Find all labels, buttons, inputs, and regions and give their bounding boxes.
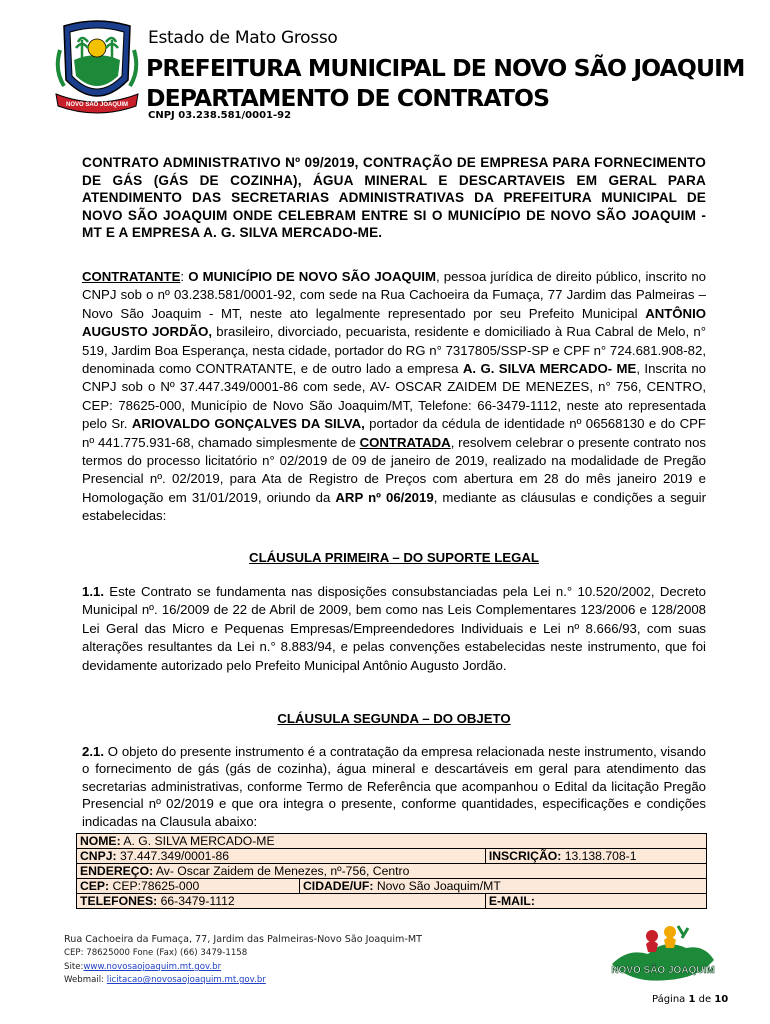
- contratada-label: CONTRATADA: [359, 434, 451, 450]
- inscricao-cell: [485, 849, 706, 864]
- footer-webmail-label: Webmail:: [64, 975, 107, 985]
- contratante-label: CONTRATANTE: [82, 269, 181, 284]
- representante-name: ARIOVALDO GONÇALVES DA SILVA,: [131, 416, 365, 432]
- email-cell: [485, 894, 706, 909]
- table-row: [77, 834, 707, 849]
- table-row: [77, 879, 707, 894]
- cep-value: CEP:78625-000: [112, 879, 200, 893]
- page-number: [652, 994, 728, 1005]
- footer-cep-fone: CEP: 78625000 Fone (Fax) (66) 3479-1158: [64, 948, 248, 958]
- table-row: [77, 864, 707, 879]
- nome-cell: [77, 834, 707, 849]
- clausula-primeira-heading: CLÁUSULA PRIMEIRA – DO SUPORTE LEGAL: [249, 550, 539, 565]
- telefones-value: 66-3479-1112: [160, 894, 235, 908]
- contratante-sep: :: [180, 269, 189, 284]
- page-label: Página: [652, 994, 689, 1005]
- inscricao-label: INSCRIÇÃO:: [488, 849, 562, 863]
- logo-text: NOVO SÃO JOAQUIM: [611, 965, 715, 976]
- prefeito-name: ANTÔNIO AUGUSTO JORDÃO,: [82, 305, 706, 340]
- empresa-name: A. G. SILVA MERCADO- ME: [462, 361, 637, 377]
- header-prefeitura: PREFEITURA MUNICIPAL DE NOVO SÃO JOAQUIM: [146, 54, 745, 82]
- telefones-label: TELEFONES:: [80, 894, 158, 908]
- cidade-cell: [300, 879, 707, 894]
- footer-site: [64, 962, 221, 972]
- crest-banner-text: NOVO SÃO JOAQUIM: [65, 102, 129, 108]
- cidade-label: CIDADE/UF:: [303, 879, 374, 893]
- header-state: Estado de Mato Grosso: [148, 28, 338, 48]
- clausula-1-1-number: 1.1.: [82, 584, 104, 599]
- clausula-2-1-text: O objeto do presente instrumento é a contratação da empresa relacionada neste instrumento, visando o fornecimento de gás (gás de cozinha), água mineral e descartáveis em geral para atendimento das secretarias administrativas, conforme Termo de Referência que acompanhou o Edital da licitação Pregão Presencial nº 02/2019 e que ora integra o presente, conforme quantidades, especificações e condições indicadas na Clausula abaixo:: [82, 744, 706, 829]
- contratante-text-3: , Inscrita no CNPJ sob o Nº 37.447.349/0001-86 com sede, AV- OSCAR ZAIDEM DE MENEZES, n° 756, CENTRO, CEP: 78625-000, Município de Novo São Joaquim/MT, Telefone: 66-3479-1112, neste ato representada pelo Sr.: [82, 361, 706, 432]
- novo-sao-joaquim-logo-icon: [608, 918, 718, 990]
- municipal-crest-icon: [54, 20, 140, 120]
- cep-label: CEP:: [80, 879, 110, 893]
- cnpj-cell: [77, 849, 486, 864]
- contratante-paragraph: [82, 268, 706, 526]
- empresa-info-table: [76, 833, 707, 909]
- header-cnpj: CNPJ 03.238.581/0001-92: [148, 110, 292, 121]
- footer-site-label: Site:: [64, 962, 84, 972]
- webmail-link[interactable]: licitacao@novosaojoaquim.mt.gov.br: [106, 975, 266, 985]
- contratante-text-1: , pessoa jurídica de direito público, inscrito no CNPJ sob o nº 03.238.581/0001-92, com sede na Rua Cachoeira da Fumaça, 77 Jardim das Palmeiras – Novo São Joaquim - MT, neste ato legalmente representado por seu Prefeito Municipal: [82, 269, 707, 321]
- telefones-cell: [77, 894, 486, 909]
- endereco-value: Av- Oscar Zaidem de Menezes, nº-756, Centro: [155, 864, 410, 878]
- contratante-text-4: portador da cédula de identidade nº 06568130 e do CPF nº 441.775.931-68, chamado simplesmente de: [82, 416, 706, 450]
- contratante-text-5: , resolvem celebrar o presente contrato nos termos do processo licitatório n° 02/2019 de 09 de janeiro de 2019, realizado na modalidade de Pregão Presencial nº. 02/2019, para Ata de Registro de Preços com abertura em 28 do mês janeiro 2019 e Homologação em 31/01/2019, oriundo da: [82, 434, 706, 505]
- page-current: 1: [688, 994, 696, 1005]
- page-of: de: [695, 994, 715, 1005]
- clausula-2-1-paragraph: [82, 743, 706, 830]
- footer-webmail: [64, 975, 266, 985]
- cidade-value: Novo São Joaquim/MT: [376, 879, 501, 893]
- contratante-text-2: brasileiro, divorciado, pecuarista, residente e domiciliado à Rua Cabral de Melo, n° 519, Jardim Boa Esperança, nesta cidade, portador do RG n° 7317805/SSP-SP e CPF n° 724.681.908-82, denominada como CONTRATANTE, e de outro lado a empresa: [82, 324, 706, 377]
- endereco-label: ENDEREÇO:: [80, 864, 154, 878]
- municipio-name: O MUNICÍPIO DE NOVO SÃO JOAQUIM: [188, 269, 436, 284]
- clausula-2-1-number: 2.1.: [82, 744, 104, 759]
- cnpj-label: CNPJ:: [80, 849, 117, 863]
- email-label: E-MAIL:: [488, 894, 535, 908]
- nome-label: NOME:: [80, 834, 121, 848]
- header-departamento: DEPARTAMENTO DE CONTRATOS: [146, 84, 550, 112]
- nome-value: A. G. SILVA MERCADO-ME: [123, 834, 275, 848]
- contratante-text-6: , mediante as cláusulas e condições a seguir estabelecidas:: [82, 489, 706, 524]
- site-link[interactable]: www.novosaojoaquim.mt.gov.br: [83, 962, 222, 972]
- cep-cell: [77, 879, 300, 894]
- page-total: 10: [714, 994, 729, 1005]
- endereco-cell: [77, 864, 707, 879]
- contract-title: CONTRATO ADMINISTRATIVO Nº 09/2019, CONTRAÇÃO DE EMPRESA PARA FORNECIMENTO DE GÁS (GÁS DE COZINHA), ÁGUA MINERAL E DESCARTAVEIS EM GERAL PARA ATENDIMENTO DAS SECRETARIAS ADMINISTRATIVAS DA PREFEITURA MUNICIPAL DE NOVO SÃO JOAQUIM ONDE CELEBRAM ENTRE SI O MUNICÍPIO DE NOVO SÃO JOAQUIM - MT E A EMPRESA A. G. SILVA MERCADO-ME.: [82, 155, 706, 241]
- clausula-1-1-text: Este Contrato se fundamenta nas disposições consubstanciadas pela Lei n.° 10.520/2002, Decreto Municipal nº. 16/2009 de 22 de Abril de 2009, bem como nas Leis Complementares 123/2006 e 128/2008 Lei Geral das Micro e Pequenas Empresas/Empreendedores Individuais e Lei nº 8.666/93, com suas alterações resultantes da Lei n.° 8.883/94, e pelas convenções estabelecidas neste instrumento, que foi devidamente autorizado pelo Prefeito Municipal Antônio Augusto Jordão.: [82, 584, 706, 673]
- clausula-segunda-heading: CLÁUSULA SEGUNDA – DO OBJETO: [277, 711, 511, 726]
- inscricao-value: 13.138.708-1: [564, 849, 637, 863]
- footer-address: Rua Cachoeira da Fumaça, 77, Jardim das Palmeiras-Novo São Joaquim-MT: [64, 934, 422, 945]
- cnpj-value: 37.447.349/0001-86: [119, 849, 230, 863]
- arp-number: ARP nº 06/2019: [335, 489, 434, 505]
- clausula-1-1-paragraph: [82, 583, 706, 675]
- table-row: [77, 894, 707, 909]
- table-row: [77, 849, 707, 864]
